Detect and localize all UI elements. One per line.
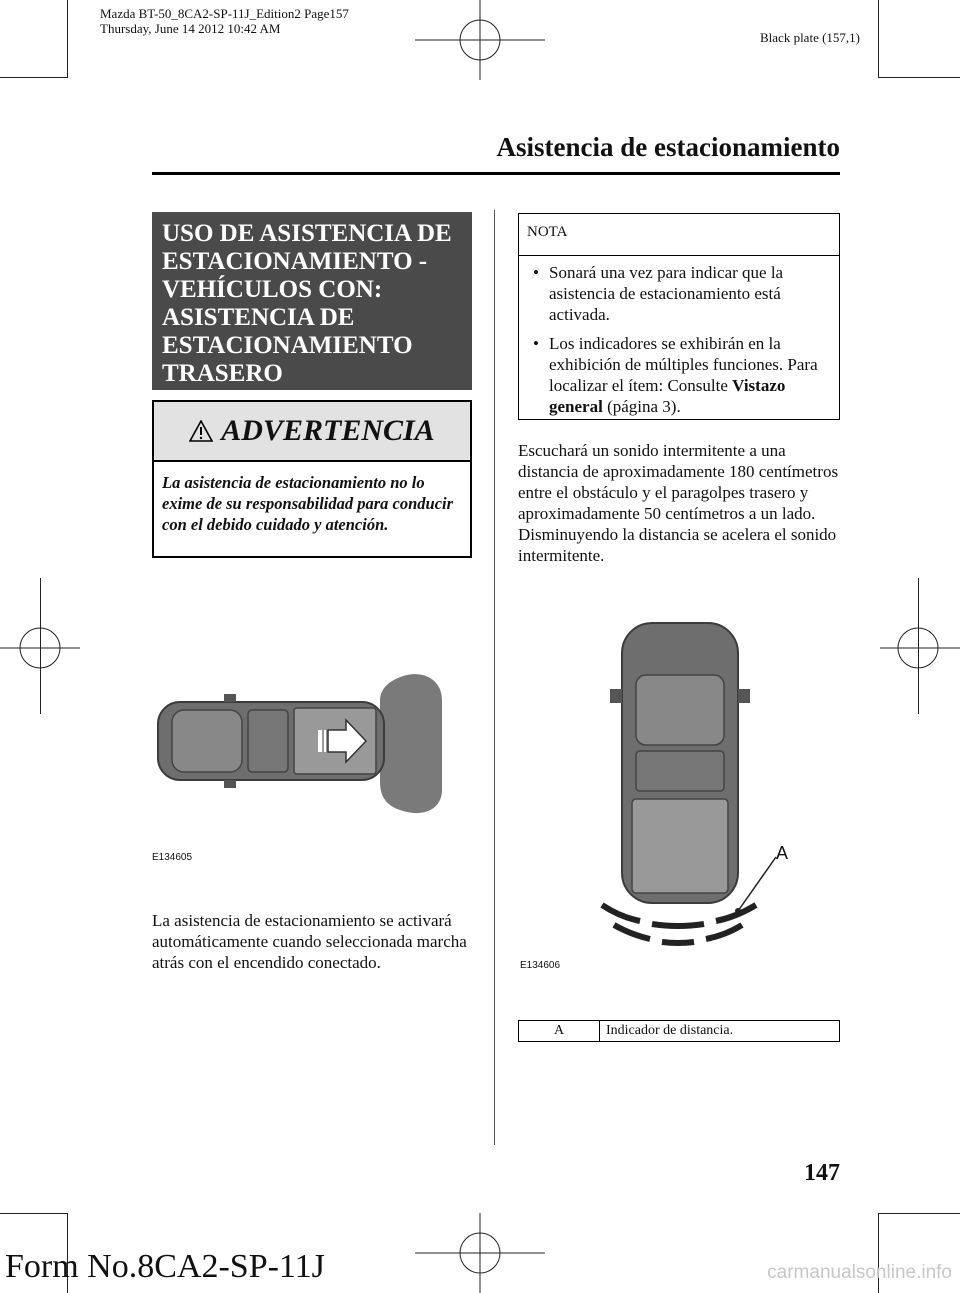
heading-line: ESTACIONAMIENTO - <box>162 248 428 275</box>
warning-header <box>154 402 470 462</box>
heading-line: ESTACIONAMIENTO <box>162 332 413 359</box>
warning-box <box>152 400 472 558</box>
callout-label: A <box>776 843 789 863</box>
header-rule <box>152 172 840 175</box>
note-item <box>527 262 831 325</box>
page-number: 147 <box>804 1160 840 1186</box>
form-number: Form No.8CA2-SP-11J <box>5 1248 325 1285</box>
detection-zone <box>380 674 442 813</box>
figure-code: E134606 <box>520 960 561 971</box>
body-text: La asistencia de estacionamiento se activará automáticamente cuando seleccionada marcha atrás con el encendido conectado. <box>152 911 467 972</box>
note-item-text: Los indicadores se exhibirán en la exhibición de múltiples funciones. Para localizar el ítem: Consulte <box>549 334 818 395</box>
note-item-text: Sonará una vez para indicar que la asistencia de estacionamiento está activada. <box>549 263 784 324</box>
plate-label: Black plate (157,1) <box>760 30 860 45</box>
figure-code: E134605 <box>152 852 193 863</box>
note-body <box>519 256 839 433</box>
heading-line: USO DE ASISTENCIA DE <box>162 220 452 247</box>
note-box <box>518 213 840 420</box>
heading-line: TRASERO <box>162 360 283 387</box>
crop-mark <box>67 0 68 78</box>
caption-text: Indicador de distancia. <box>606 1023 734 1038</box>
warning-text: La asistencia de estacionamiento no lo exime de su responsabilidad para conducir con el debido cuidado y atención. <box>162 473 454 534</box>
crop-mark <box>0 77 67 78</box>
distance-indicator-figure <box>580 615 780 955</box>
warning-title: ADVERTENCIA <box>221 414 435 447</box>
callout-line <box>738 857 776 911</box>
timestamp: Thursday, June 14 2012 10:42 AM <box>100 21 281 36</box>
watermark: carmanualsonline.info <box>767 1262 952 1283</box>
bullet-icon: • <box>533 263 539 282</box>
page-reference: (página 3). <box>602 397 681 416</box>
crop-mark <box>878 1213 960 1214</box>
column-divider <box>494 210 495 1145</box>
section-heading <box>152 212 472 390</box>
crop-mark <box>878 77 960 78</box>
body-text: Escuchará un sonido intermitente a una distancia de aproximadamente 180 centímetros entre el obstáculo y el paragolpes trasero y aproximadamente 50 centímetros a un lado. Disminuyendo la distancia se acelera el sonido intermitente. <box>518 441 839 565</box>
note-label: NOTA <box>519 214 839 256</box>
file-info: Mazda BT-50_8CA2-SP-11J_Edition2 Page157 <box>100 6 349 21</box>
cross-reference: Vistazo general <box>549 376 786 416</box>
registration-target-bottom <box>415 1213 545 1293</box>
registration-target-right <box>880 608 960 688</box>
note-item <box>527 333 831 417</box>
heading-line: ASISTENCIA DE <box>162 304 355 331</box>
registration-target-top <box>415 0 545 80</box>
bullet-icon: • <box>533 334 539 353</box>
rear-sensor-zone-figure <box>150 660 450 860</box>
crop-mark <box>0 1213 67 1214</box>
heading-line: VEHÍCULOS CON: <box>162 276 383 303</box>
caption-table <box>518 1020 840 1042</box>
caption-key: A <box>519 1021 600 1041</box>
registration-target-left <box>0 608 80 688</box>
section-title: Asistencia de estacionamiento <box>496 132 840 162</box>
warning-triangle-icon <box>189 420 213 442</box>
sensor-arcs <box>602 905 756 943</box>
crop-mark <box>878 0 879 78</box>
